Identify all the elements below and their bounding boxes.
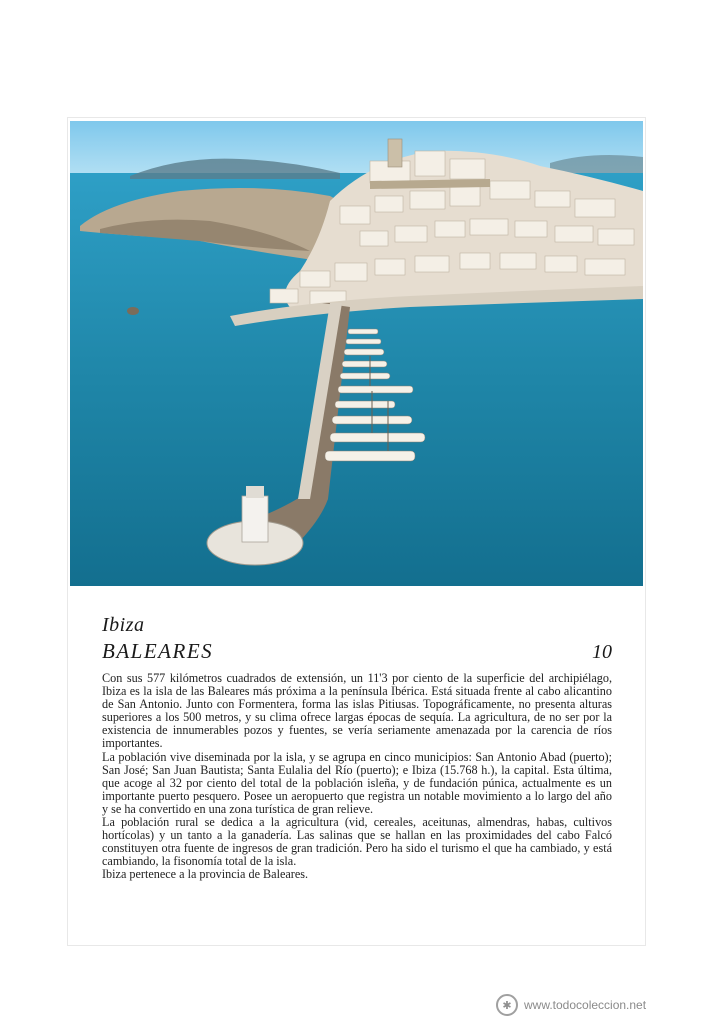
text-block <box>102 614 612 882</box>
harbor-illustration <box>70 121 643 586</box>
paragraph: Ibiza pertenece a la provincia de Baleares. <box>102 867 309 882</box>
paragraph: La población rural se dedica a la agricultura (vid, cereales, aceitunas, almendras, habas, cultivos hortícolas) y un tanto a la ganadería. Las salinas que se hallan en las proximidades del cabo Falcó constituyen otra fuente de ingresos de gran tradición. Pero ha sido el turismo el que ha cambiado, y está cambiando, la fisonomía total de la isla. <box>102 815 612 869</box>
ibiza-harbor-photo <box>70 121 643 586</box>
place-title: Ibiza <box>102 614 145 636</box>
region-title: BALEARES <box>102 639 214 663</box>
postcard <box>68 118 645 945</box>
paragraph: Con sus 577 kilómetros cuadrados de extensión, un 11'3 por ciento de la superficie del archipiélago, Ibiza es la isla de las Baleares más próxima a la península Ibérica. Está situada frente al cabo alicantino de San Antonio. Junto con Formentera, forma las islas Pitiusas. Topográficamente, no presenta alturas superiores a los 500 metros, y su clima ofrece largas épocas de sequía. La agricultura, de no ser por la existencia de innumerables pozos y fuentes, se vería seriamente amenazada por la carencia de ríos importantes. <box>102 671 612 751</box>
description-body <box>102 672 612 882</box>
title-row <box>102 639 612 664</box>
tc-logo-icon: ✱ <box>496 994 518 1016</box>
page-number: 10 <box>592 641 612 663</box>
paragraph: La población vive diseminada por la isla, y se agrupa en cinco municipios: San Antonio Abad (puerto); San José; San Juan Bautista; Santa Eulalia del Río (puerto); e Ibiza (15.768 h.), la capital. Esta última, que acoge al 32 por ciento del total de la población isleña, y de fundación púnica, actualmente es un importante puerto pesquero. Posee un aeropuerto que registra un notable movimiento a lo largo del año y se ha convertido en una zona turística de gran relieve. <box>102 749 612 816</box>
watermark <box>496 994 646 1016</box>
watermark-text: www.todocoleccion.net <box>524 998 647 1012</box>
